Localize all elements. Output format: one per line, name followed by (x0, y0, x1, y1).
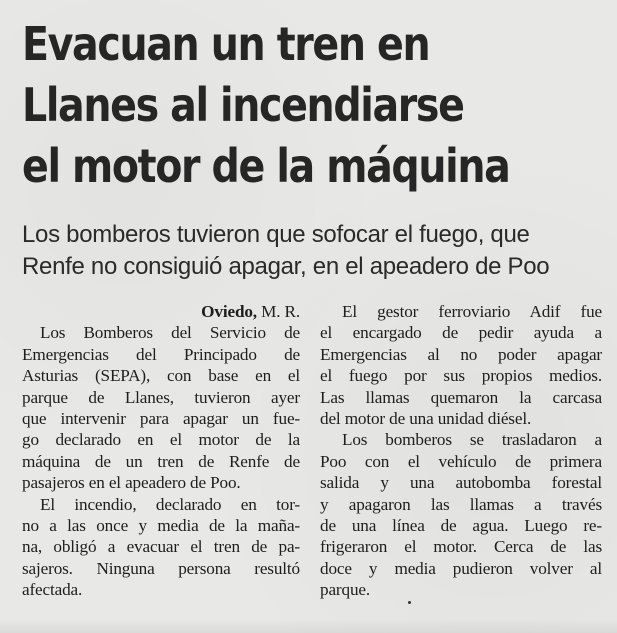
left-line-3: Asturias (SEPA), con base en el (22, 366, 300, 386)
headline-line-2: Llanes al incendiarse (22, 78, 464, 132)
right-line-13: doce y media pudieron volver al (320, 558, 602, 578)
right-line-2: el encargado de pedir ayuda a (320, 323, 602, 343)
subheadline-line-1: Los bomberos tuvieron que sofocar el fuego, que (22, 221, 530, 248)
left-line-5: que intervenir para apagar un fue- (22, 409, 300, 429)
right-line-8: Poo con el vehículo de primera (320, 451, 602, 471)
left-line-11: na, obligó a evacuar el tren de pa- (22, 537, 300, 557)
left-line-10: no a las once y media de la maña- (22, 516, 300, 536)
left-line-13: afectada. (22, 580, 83, 600)
left-line-2: Emergencias del Principado de (22, 344, 300, 364)
left-line-6: go declarado en el motor de la (22, 430, 300, 450)
right-line-1: El gestor ferroviario Adif fue (342, 302, 602, 321)
headline-line-1: Evacuan un tren en (22, 17, 430, 71)
left-line-7: máquina de un tren de Renfe de (22, 451, 300, 471)
right-line-5: Las llamas quemaron la carcasa (320, 387, 602, 407)
byline-author: M. R. (261, 302, 300, 321)
right-line-14: parque. (320, 580, 371, 600)
right-line-11: de una línea de agua. Luego re- (320, 516, 602, 536)
page-edge-shadow (0, 619, 617, 633)
left-line-4: parque de Llanes, tuvieron ayer (22, 387, 300, 407)
article-headline (22, 14, 521, 197)
right-line-12: frigeraron el motor. Cerca de las (320, 537, 602, 557)
left-line-1: Los Bomberos del Servicio de (40, 323, 300, 343)
left-line-8: pasajeros en el apeadero de Poo. (22, 473, 241, 493)
byline-place: Oviedo, (201, 302, 257, 321)
right-line-10: y apagaron las llamas a través (320, 494, 602, 514)
article-column-left (22, 301, 300, 601)
left-line-12: sajeros. Ninguna persona resultó (22, 558, 300, 578)
byline (22, 301, 300, 322)
right-line-3: Emergencias al no poder apagar (320, 344, 602, 364)
right-line-9: salida y una autobomba forestal (320, 473, 602, 493)
right-line-4: el fuego por sus propios medios. (320, 366, 602, 386)
left-line-9: El incendio, declarado en tor- (40, 494, 300, 514)
article-subheadline (22, 219, 607, 283)
article-column-right (320, 301, 602, 601)
ink-speck (408, 601, 411, 604)
right-line-7: Los bomberos se trasladaron a (342, 430, 602, 450)
right-line-6: del motor de una unidad diésel. (320, 409, 532, 429)
headline-line-3: el motor de la máquina (22, 139, 510, 193)
subheadline-line-2: Renfe no consiguió apagar, en el apeadero de Poo (22, 253, 550, 280)
